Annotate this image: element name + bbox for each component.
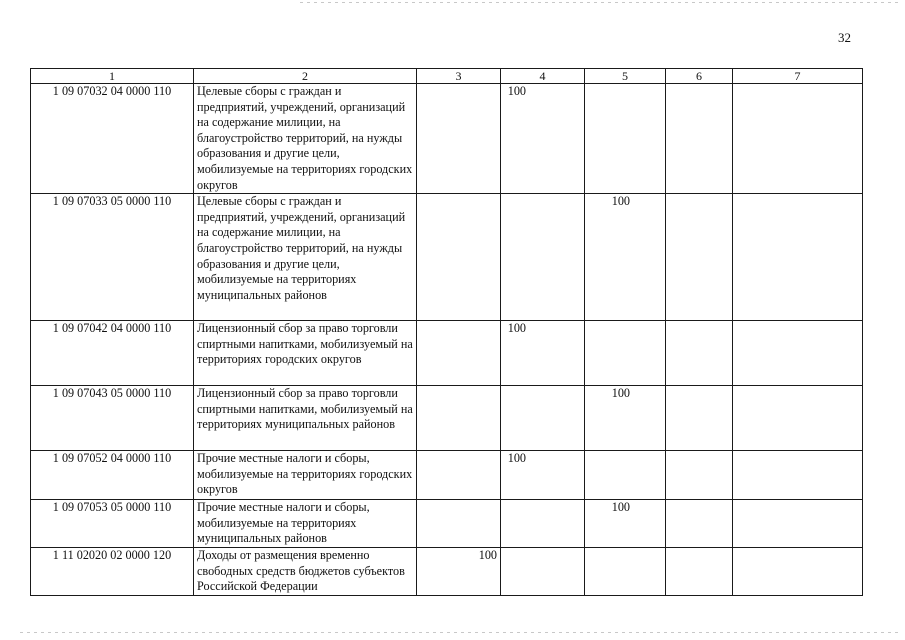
col6-cell: [666, 386, 733, 451]
budget-code-cell: 1 09 07052 04 0000 110: [31, 451, 194, 500]
col5-cell: 100: [585, 386, 666, 451]
page-number: 32: [838, 30, 851, 45]
table-row: [31, 386, 863, 451]
col7-cell: [733, 386, 863, 451]
col3-cell: 100: [417, 547, 501, 595]
description-cell: Лицензионный сбор за право торговли спиртными напитками, мобилизуемый на территориях городских округов: [194, 321, 417, 386]
scan-artifact-top: [300, 2, 900, 3]
col4-cell: [501, 500, 585, 548]
col6-cell: [666, 500, 733, 548]
col6-cell: [666, 451, 733, 500]
scan-artifact-bottom: [20, 632, 900, 633]
col5-cell: [585, 547, 666, 595]
column-header-7: 7: [733, 69, 863, 84]
col3-cell: [417, 451, 501, 500]
table-row: [31, 194, 863, 321]
col4-cell: 100: [501, 321, 585, 386]
column-header-1: 1: [31, 69, 194, 84]
col7-cell: [733, 451, 863, 500]
budget-code-cell: 1 09 07053 05 0000 110: [31, 500, 194, 548]
col5-cell: [585, 321, 666, 386]
col4-cell: [501, 547, 585, 595]
budget-code-cell: 1 09 07032 04 0000 110: [31, 84, 194, 194]
column-header-4: 4: [501, 69, 585, 84]
description-cell: Целевые сборы с граждан и предприятий, учреждений, организаций на содержание милиции, на благоустройство территорий, на нужды образования и другие цели, мобилизуемые на территориях муниципальных районов: [194, 194, 417, 321]
description-cell: Целевые сборы с граждан и предприятий, учреждений, организаций на содержание милиции, на благоустройство территорий, на нужды образования и другие цели, мобилизуемые на территориях городских округов: [194, 84, 417, 194]
table-header-row: [31, 69, 863, 84]
column-header-2: 2: [194, 69, 417, 84]
col7-cell: [733, 547, 863, 595]
col3-cell: [417, 386, 501, 451]
col6-cell: [666, 84, 733, 194]
table-row: [31, 84, 863, 194]
col5-cell: 100: [585, 194, 666, 321]
col3-cell: [417, 194, 501, 321]
col3-cell: [417, 84, 501, 194]
table-row: [31, 321, 863, 386]
col5-cell: [585, 84, 666, 194]
table-row: [31, 500, 863, 548]
col6-cell: [666, 321, 733, 386]
budget-code-cell: 1 09 07042 04 0000 110: [31, 321, 194, 386]
column-header-6: 6: [666, 69, 733, 84]
col4-cell: [501, 386, 585, 451]
col6-cell: [666, 194, 733, 321]
col3-cell: [417, 500, 501, 548]
col4-cell: 100: [501, 451, 585, 500]
col3-cell: [417, 321, 501, 386]
col5-cell: [585, 451, 666, 500]
description-cell: Прочие местные налоги и сборы, мобилизуемые на территориях городских округов: [194, 451, 417, 500]
col4-cell: [501, 194, 585, 321]
col6-cell: [666, 547, 733, 595]
col7-cell: [733, 84, 863, 194]
col7-cell: [733, 321, 863, 386]
column-header-5: 5: [585, 69, 666, 84]
description-cell: Прочие местные налоги и сборы, мобилизуемые на территориях муниципальных районов: [194, 500, 417, 548]
budget-code-cell: 1 09 07043 05 0000 110: [31, 386, 194, 451]
description-cell: Доходы от размещения временно свободных средств бюджетов субъектов Российской Федерации: [194, 547, 417, 595]
budget-code-cell: 1 09 07033 05 0000 110: [31, 194, 194, 321]
table-row: [31, 451, 863, 500]
budget-code-cell: 1 11 02020 02 0000 120: [31, 547, 194, 595]
description-cell: Лицензионный сбор за право торговли спиртными напитками, мобилизуемый на территориях муниципальных районов: [194, 386, 417, 451]
col5-cell: 100: [585, 500, 666, 548]
col4-cell: 100: [501, 84, 585, 194]
column-header-3: 3: [417, 69, 501, 84]
table-row: [31, 547, 863, 595]
revenue-classification-table: [30, 68, 863, 596]
col7-cell: [733, 194, 863, 321]
col7-cell: [733, 500, 863, 548]
